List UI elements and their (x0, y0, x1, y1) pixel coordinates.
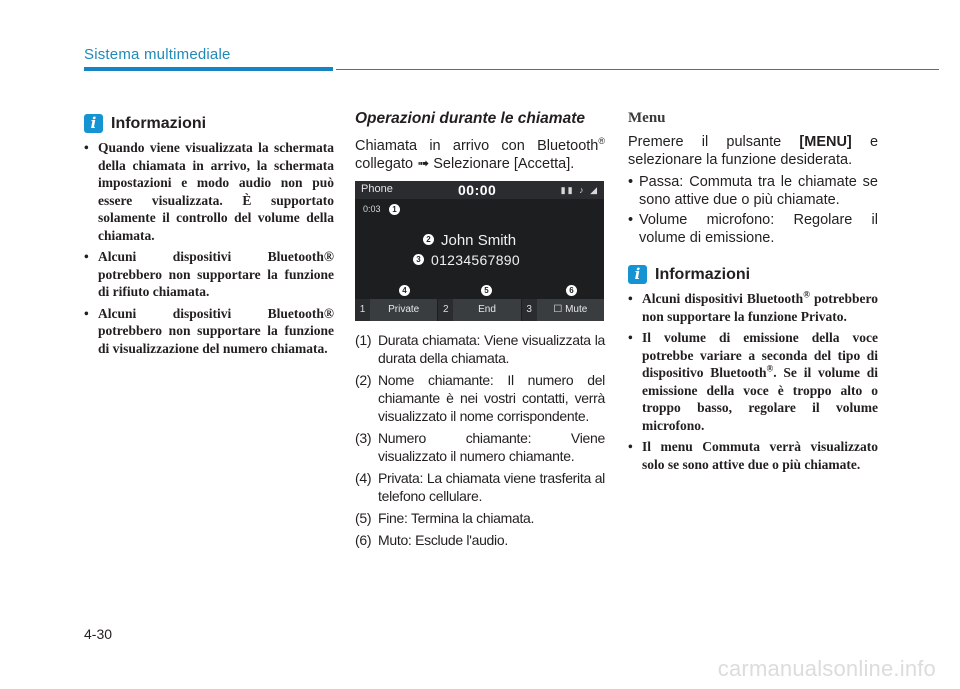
softkey-number: 1 (355, 299, 370, 321)
softkey-mute[interactable] (521, 299, 604, 321)
numbered-list (355, 331, 605, 549)
item-number: (1) (355, 332, 372, 348)
softkey-label: Private (388, 304, 420, 315)
info-item (628, 290, 878, 325)
info-item (628, 329, 878, 434)
item-text: Nome chiamante: Il numero del chiamante è nei vostri contatti, verrà visualizzato il nome corrispondente. (378, 372, 605, 424)
softkey-end[interactable] (437, 299, 520, 321)
info-text: Alcuni dispositivi Bluetooth (642, 291, 804, 306)
item-text: Fine: Termina la chiamata. (378, 510, 535, 526)
info-icon: i (84, 114, 103, 133)
item-number: (6) (355, 532, 372, 548)
softkey-label: ☐ Mute (553, 304, 588, 315)
callout-1: 1 (389, 204, 400, 215)
list-item: • Passa: Commuta tra le chiamate se sono attive due o più chiamate. (628, 173, 878, 209)
callout-5: 5 (481, 285, 492, 296)
header-rule-thick (84, 67, 333, 71)
item-number: (4) (355, 470, 372, 486)
registered-mark: ® (803, 289, 810, 300)
info-header (628, 265, 878, 284)
item-text: Numero chiamante: Viene visualizzato il numero chiamante. (378, 430, 605, 464)
info-title: Informazioni (655, 265, 751, 283)
item-number: (5) (355, 510, 372, 526)
column-1 (84, 114, 334, 361)
info-header (84, 114, 334, 133)
column-3 (628, 110, 878, 477)
intro-part: Chiamata in arrivo con Bluetooth (355, 138, 599, 154)
list-item (355, 331, 605, 367)
info-text: . Se il volume di emissione della voce è troppo alto o troppo basso, regolare il volume microfono. (642, 365, 878, 433)
menu-key: [MENU] (799, 134, 852, 150)
info-item: • Quando viene visualizzata la schermata della chiamata in arrivo, la schermata impostazioni e modo audio non può essere visualizzata. È supportato solamente il controllo del volume della chiamata. (84, 139, 334, 244)
menu-text-part: e selezionare la funzione desiderata. (628, 134, 879, 168)
caller-number: 01234567890 (431, 252, 520, 268)
intro-text (355, 137, 605, 173)
list-item (355, 531, 605, 549)
list-item (355, 469, 605, 505)
registered-mark: ® (598, 136, 605, 147)
softkey-number: 2 (438, 299, 453, 321)
softkey-number: 3 (522, 299, 537, 321)
registered-mark: ® (766, 363, 774, 374)
info-list (628, 290, 878, 473)
softkey-private[interactable] (355, 299, 437, 321)
menu-list (628, 173, 878, 247)
phone-screen-image (355, 181, 604, 321)
info-title: Informazioni (111, 114, 207, 132)
item-text: Privata: La chiamata viene trasferita al telefono cellulare. (378, 470, 605, 504)
callout-4: 4 (399, 285, 410, 296)
info-icon: i (628, 265, 647, 284)
menu-title: Menu (628, 110, 666, 126)
watermark: carmanualsonline.info (717, 656, 936, 681)
section-title: Operazioni durante le chiamate (355, 110, 585, 127)
item-text: Durata chiamata: Viene visualizzata la durata della chiamata. (378, 332, 605, 366)
callout-3: 3 (413, 254, 424, 265)
screen-title: Phone (361, 183, 393, 195)
softkey-bar (355, 299, 604, 321)
info-item: • Alcuni dispositivi Bluetooth® potrebbero non supportare la funzione di visualizzazione del numero chiamata. (84, 305, 334, 358)
info-text: Il volume di emissione della voce potrebbe variare a seconda del tipo di dispositivo Bluetooth (642, 330, 878, 380)
caller-name: John Smith (441, 232, 517, 249)
softkey-label: End (478, 304, 496, 315)
item-number: (2) (355, 372, 372, 388)
info-item (628, 438, 878, 473)
menu-text (628, 133, 878, 169)
page-number: 4-30 (84, 626, 113, 642)
info-list (84, 139, 334, 357)
callout-6: 6 (566, 285, 577, 296)
screen-clock: 00:00 (458, 182, 497, 198)
list-item: • Volume microfono: Regolare il volume di emissione. (628, 211, 878, 247)
header-rule-thin (336, 69, 939, 70)
status-icons: ▮▮ ♪ ◢ (560, 185, 599, 195)
info-text: Il menu Commuta verrà visualizzato solo se sono attive due o più chiamate. (642, 439, 878, 472)
list-item (355, 509, 605, 527)
column-2 (355, 110, 605, 553)
menu-text-part: Premere il pulsante (628, 134, 800, 150)
info-text: potrebbero non supportare la funzione Privato. (642, 291, 878, 324)
intro-part: collegato ➟ Selezionare [Accetta]. (355, 156, 575, 172)
section-header: Sistema multimediale (84, 46, 231, 63)
list-item (355, 429, 605, 465)
callout-2: 2 (423, 234, 434, 245)
call-duration: 0:03 (363, 204, 381, 214)
info-item: • Alcuni dispositivi Bluetooth® potrebbero non supportare la funzione di rifiuto chiamata. (84, 248, 334, 301)
list-item (355, 371, 605, 425)
item-text: Muto: Esclude l'audio. (378, 532, 508, 548)
item-number: (3) (355, 430, 372, 446)
